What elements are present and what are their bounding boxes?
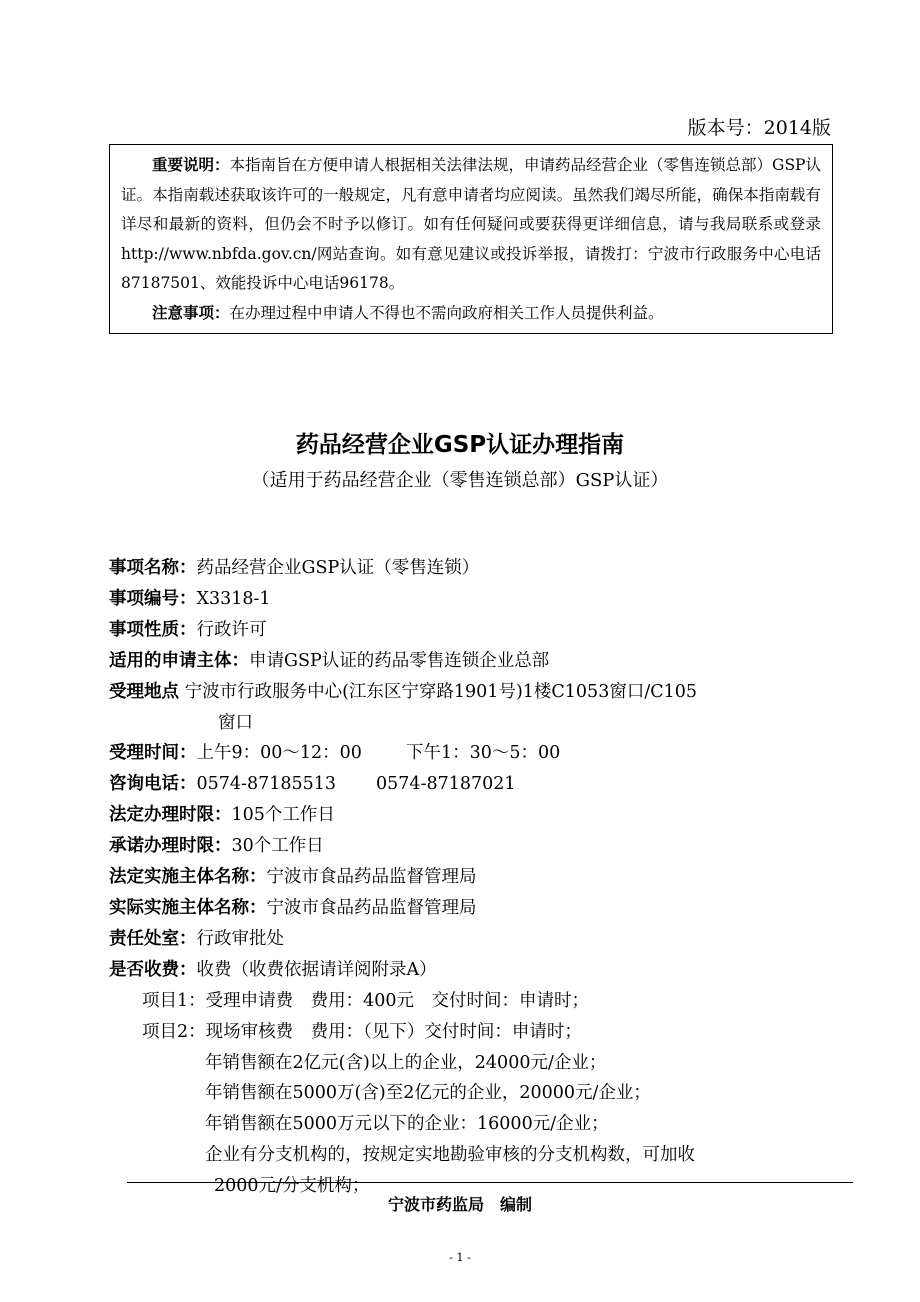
field-actual-body bbox=[109, 893, 834, 924]
field-fee bbox=[109, 955, 834, 986]
field-location bbox=[109, 677, 834, 708]
field-value: 申请GSP认证的药品零售连锁企业总部 bbox=[249, 650, 550, 671]
important-notice bbox=[121, 151, 821, 299]
field-location-cont: 窗口 bbox=[218, 712, 253, 733]
field-legal-limit bbox=[109, 800, 834, 831]
field-label: 法定办理时限： bbox=[109, 805, 232, 826]
field-value: 行政审批处 bbox=[196, 928, 284, 949]
caution-text: 在办理过程中申请人不得也不需向政府相关工作人员提供利益。 bbox=[229, 303, 664, 322]
fee-item-2: 项目2：现场审核费 费用：（见下）交付时间：申请时； bbox=[142, 1021, 582, 1042]
field-nature bbox=[109, 615, 834, 646]
field-phone bbox=[109, 769, 834, 800]
field-value: 105个工作日 bbox=[231, 805, 335, 826]
document-subtitle: （适用于药品经营企业（零售连锁总部）GSP认证） bbox=[251, 470, 669, 491]
field-value: 宁波市食品药品监督管理局 bbox=[266, 867, 477, 888]
document-title: 药品经营企业GSP认证办理指南 bbox=[295, 432, 625, 458]
field-item-name bbox=[109, 553, 834, 584]
field-label: 事项编号： bbox=[109, 588, 197, 609]
field-label: 承诺办理时限： bbox=[109, 836, 232, 857]
fee-tier: 年销售额在5000万(含)至2亿元的企业，20000元/企业； bbox=[205, 1083, 651, 1104]
field-value: 药品经营企业GSP认证（零售连锁） bbox=[196, 558, 480, 578]
field-label: 受理地点 bbox=[109, 681, 179, 702]
field-item-no bbox=[109, 584, 834, 615]
field-time bbox=[109, 738, 834, 769]
version-label: 版本号：2014版 bbox=[687, 117, 831, 139]
field-value: 宁波市食品药品监督管理局 bbox=[266, 897, 477, 918]
field-promise-limit bbox=[109, 831, 834, 862]
field-label: 责任处室： bbox=[109, 928, 197, 949]
field-applicant bbox=[109, 646, 834, 677]
field-office bbox=[109, 924, 834, 955]
field-label: 受理时间： bbox=[109, 743, 197, 764]
phone-number: 0574-87187021 bbox=[376, 774, 516, 795]
field-value-pm: 下午1：30～5：00 bbox=[405, 743, 561, 764]
phone-number: 0574-87185513 bbox=[196, 774, 337, 795]
field-value-am: 上午9：00～12：00 bbox=[196, 743, 362, 764]
important-label: 重要说明： bbox=[152, 156, 230, 174]
field-legal-body bbox=[109, 862, 834, 893]
field-label: 是否收费： bbox=[109, 959, 197, 980]
fee-branch-cont: 2000元/分支机构； bbox=[214, 1176, 370, 1197]
field-value: 行政许可 bbox=[196, 619, 267, 640]
fee-item-1: 项目1：受理申请费 费用：400元 交付时间：申请时； bbox=[142, 990, 590, 1011]
field-list bbox=[109, 553, 834, 1202]
field-value: 30个工作日 bbox=[231, 836, 324, 857]
field-label: 法定实施主体名称： bbox=[109, 867, 267, 888]
footer-rule bbox=[127, 1182, 853, 1183]
footer-compiler: 宁波市药监局 编制 bbox=[387, 1195, 532, 1214]
field-value: 收费（收费依据请详阅附录A） bbox=[196, 959, 437, 980]
important-notice-box bbox=[109, 144, 833, 334]
field-label: 事项性质： bbox=[109, 619, 197, 640]
field-value: X3318-1 bbox=[196, 588, 271, 609]
page-number: - 1 - bbox=[449, 1251, 471, 1264]
field-label: 事项名称： bbox=[109, 558, 197, 578]
fee-tier: 年销售额在5000万元以下的企业：16000元/企业； bbox=[205, 1114, 609, 1135]
important-text: 本指南旨在方便申请人根据相关法律法规，申请药品经营企业（零售连锁总部）GSP认证。本指南载述获取该许可的一般规定，凡有意申请者均应阅读。虽然我们竭尽所能，确保本指南载有详尽和最新的资料，但仍会不时予以修订。如有任何疑问或要获得更详细信息，请与我局联系或登录http://www.nbfda.gov.cn/网站查询。如有意见建议或投诉举报，请拨打：宁波市行政服务中心电话87187501、效能投诉中心电话96178。 bbox=[121, 156, 821, 292]
field-label: 适用的申请主体： bbox=[109, 650, 249, 671]
field-label: 实际实施主体名称： bbox=[109, 897, 267, 918]
field-label: 咨询电话： bbox=[109, 774, 197, 795]
fee-tier: 年销售额在2亿元(含)以上的企业，24000元/企业； bbox=[205, 1052, 607, 1073]
fee-branch: 企业有分支机构的，按规定实地勘验审核的分支机构数，可加收 bbox=[205, 1145, 695, 1166]
field-value: 宁波市行政服务中心(江东区宁穿路1901号)1楼C1053窗口/C105 bbox=[184, 681, 698, 702]
caution-notice bbox=[121, 299, 821, 329]
caution-label: 注意事项： bbox=[152, 303, 230, 322]
